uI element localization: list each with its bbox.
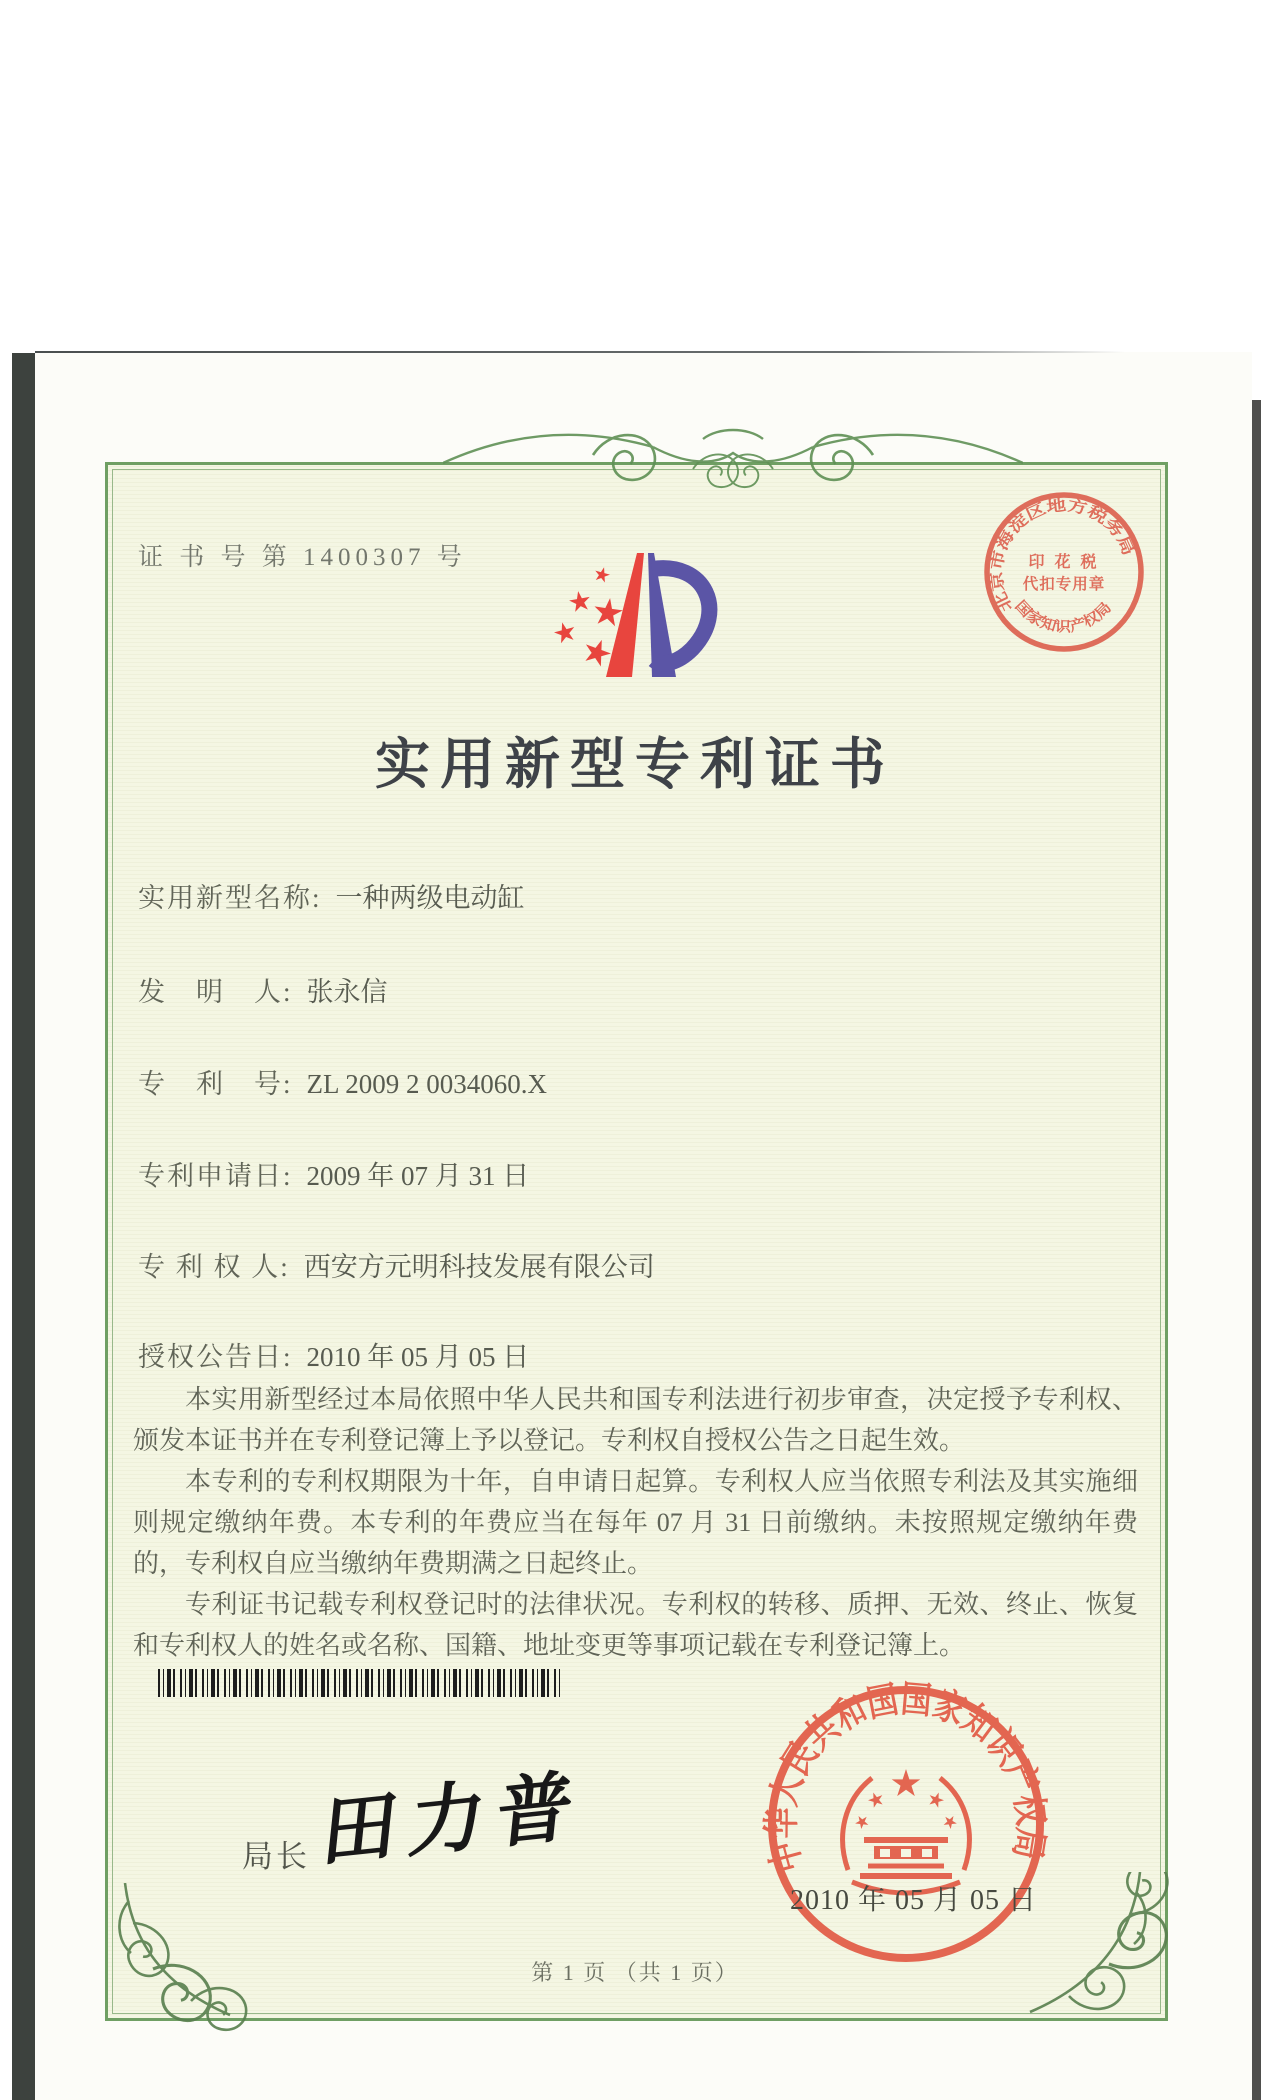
scan-edge-left	[12, 353, 35, 2100]
seal-ring-text: 中华人民共和国国家知识产权局	[761, 1678, 1052, 1877]
field-patentee	[138, 1245, 655, 1284]
national-emblem-icon	[843, 1769, 970, 1893]
certificate-number: 证 书 号 第 1400307 号	[138, 544, 467, 571]
tax-stamp-bottom-text: 国家知识产权局	[1011, 598, 1114, 636]
field-patent-number	[138, 1062, 547, 1101]
field-value: 张永信	[306, 977, 388, 1007]
field-utility-model-name	[138, 876, 525, 915]
scan-edge-right	[1252, 400, 1261, 2100]
field-value: 2010 年 05 月 05 日	[306, 1342, 530, 1372]
director-signature: 田力普	[317, 1763, 589, 1877]
certificate-title: 实用新型专利证书	[374, 734, 895, 795]
field-value: 一种两级电动缸	[335, 883, 525, 913]
body-paragraph: 本实用新型经过本局依照中华人民共和国专利法进行初步审查，决定授予专利权、颁发本证书并在专利登记簿上予以登记。专利权自授权公告之日起生效。	[133, 1385, 1138, 1455]
field-label: 发 明 人:	[138, 977, 293, 1007]
body-paragraph: 专利证书记载专利权登记时的法律状况。专利权的转移、质押、无效、终止、恢复和专利权人的姓名或名称、国籍、地址变更等事项记载在专利登记簿上。	[133, 1590, 1138, 1660]
field-label: 专 利 号:	[138, 1069, 293, 1099]
field-value: 西安方元明科技发展有限公司	[303, 1252, 655, 1282]
field-inventor	[138, 970, 388, 1009]
barcode	[158, 1669, 562, 1697]
scan-top-edge	[35, 351, 1125, 353]
certificate-body	[133, 1379, 1138, 1666]
seal-date: 2010 年 05 月 05 日	[790, 1885, 1038, 1916]
body-paragraph: 本专利的专利权期限为十年，自申请日起算。专利权人应当依照专利法及其实施细则规定缴纳年费。本专利的年费应当在每年 07 月 31 日前缴纳。未按照规定缴纳年费的，专利权自应当缴纳年费期满之日起终止。	[133, 1467, 1138, 1578]
field-grant-date	[138, 1335, 529, 1374]
page-footer: 第 1 页 （共 1 页）	[531, 1960, 739, 1985]
svg-text:国家知识产权局	[1012, 597, 1115, 636]
sipo-logo-icon	[540, 544, 720, 714]
tax-stamp-icon	[980, 488, 1148, 656]
field-label: 授权公告日:	[138, 1342, 293, 1372]
national-ipo-seal-icon	[760, 1678, 1052, 1970]
field-label: 专利申请日:	[138, 1161, 293, 1191]
field-label: 实用新型名称:	[138, 883, 322, 913]
field-label: 专 利 权 人:	[138, 1252, 290, 1282]
field-value: 2009 年 07 月 31 日	[306, 1161, 530, 1191]
field-filing-date	[138, 1154, 529, 1193]
field-value: ZL 2009 2 0034060.X	[306, 1069, 547, 1099]
tax-stamp-center-line2: 代扣专用章	[1022, 576, 1106, 593]
tax-stamp-top-text: 北京市海淀区地方税务局	[988, 497, 1135, 614]
tax-stamp-center-line1: 印 花 税	[1028, 554, 1100, 571]
director-label: 局长	[242, 1839, 310, 1874]
